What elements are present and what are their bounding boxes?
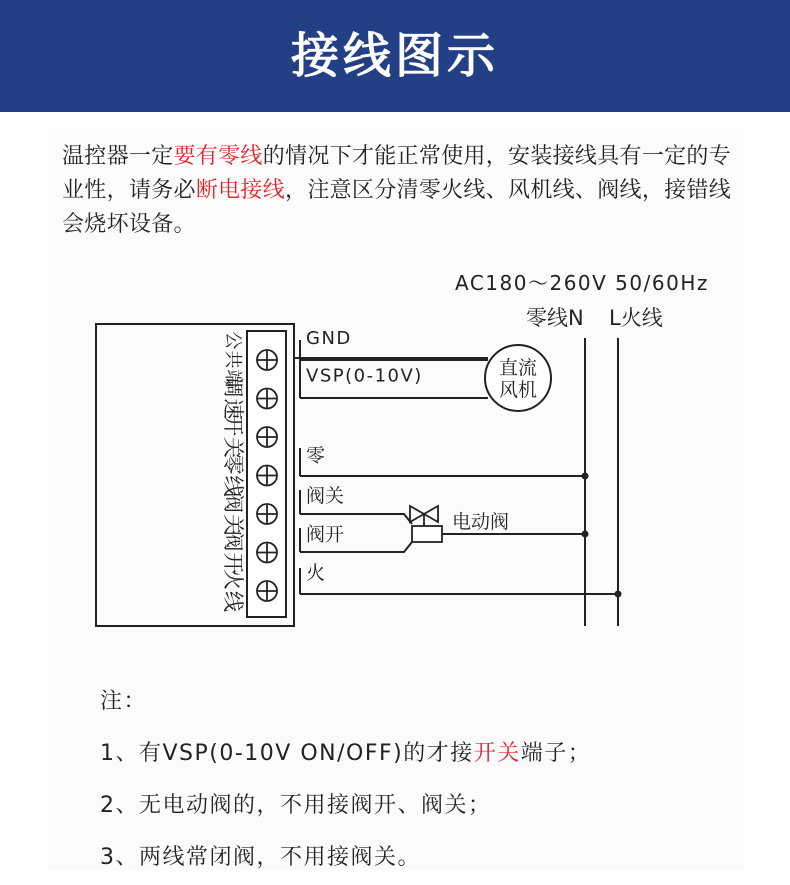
live-label: L火线 bbox=[609, 306, 663, 330]
valve-label: 电动阀 bbox=[452, 511, 510, 533]
intro-text-3: ，注意区分清零火线、风机线、阀线，接错线会烧坏设备。 bbox=[62, 178, 732, 237]
fan-label-line1: 直流 bbox=[498, 357, 538, 379]
terminal-label: 开关 bbox=[221, 415, 245, 459]
terminal-label: 火线 bbox=[221, 569, 245, 613]
wire-label: GND bbox=[306, 328, 352, 349]
wire-label: 阀开 bbox=[306, 523, 345, 546]
wire-label: 火 bbox=[306, 562, 326, 584]
header-banner bbox=[0, 0, 790, 112]
junction-valve bbox=[582, 531, 589, 538]
note-1-text: 1、有VSP(0-10V ON/OFF)的才接 bbox=[100, 741, 474, 766]
fan-label-line2: 风机 bbox=[498, 379, 538, 401]
terminal-label: 公共端 bbox=[222, 331, 243, 389]
intro-text-1: 温控器一定 bbox=[62, 144, 174, 169]
intro-highlight-power-off: 断电接线 bbox=[195, 178, 286, 203]
wire-label: 零 bbox=[306, 444, 326, 467]
wiring-svg bbox=[0, 258, 790, 638]
neutral-label: 零线N bbox=[526, 306, 584, 330]
wire-label: VSP(0-10V) bbox=[306, 365, 423, 387]
note-1 bbox=[100, 728, 740, 780]
intro-paragraph bbox=[62, 140, 752, 242]
intro-text-2: 的情况下才能正常使用，安装接线具有一定的专业性，请务必 bbox=[62, 144, 732, 203]
wire-label: 阀关 bbox=[306, 485, 345, 507]
notes-section bbox=[100, 676, 740, 884]
notes-title: 注： bbox=[100, 689, 148, 714]
terminal-label: 调速 bbox=[221, 376, 245, 421]
intro-highlight-neutral: 要有零线 bbox=[173, 144, 263, 169]
terminal-label: 阀开 bbox=[221, 530, 245, 575]
supply-spec: AC180～260V 50/60Hz bbox=[455, 271, 709, 295]
note-1-highlight: 开关 bbox=[473, 741, 521, 766]
junction-neutral bbox=[582, 473, 589, 480]
wire-valve-close bbox=[300, 514, 412, 524]
note-1-end: 端子； bbox=[520, 741, 592, 766]
terminal-label: 阀关 bbox=[221, 492, 245, 536]
page-title: 接线图示 bbox=[290, 28, 499, 84]
note-3: 3、两线常闭阀，不用接阀关。 bbox=[100, 845, 421, 870]
note-2: 2、无电动阀的，不用接阀开、阀关； bbox=[100, 793, 492, 818]
terminal-label: 零线 bbox=[221, 453, 245, 498]
wiring-diagram bbox=[0, 258, 790, 638]
motor-valve-icon bbox=[410, 506, 442, 542]
junction-live bbox=[615, 591, 622, 598]
